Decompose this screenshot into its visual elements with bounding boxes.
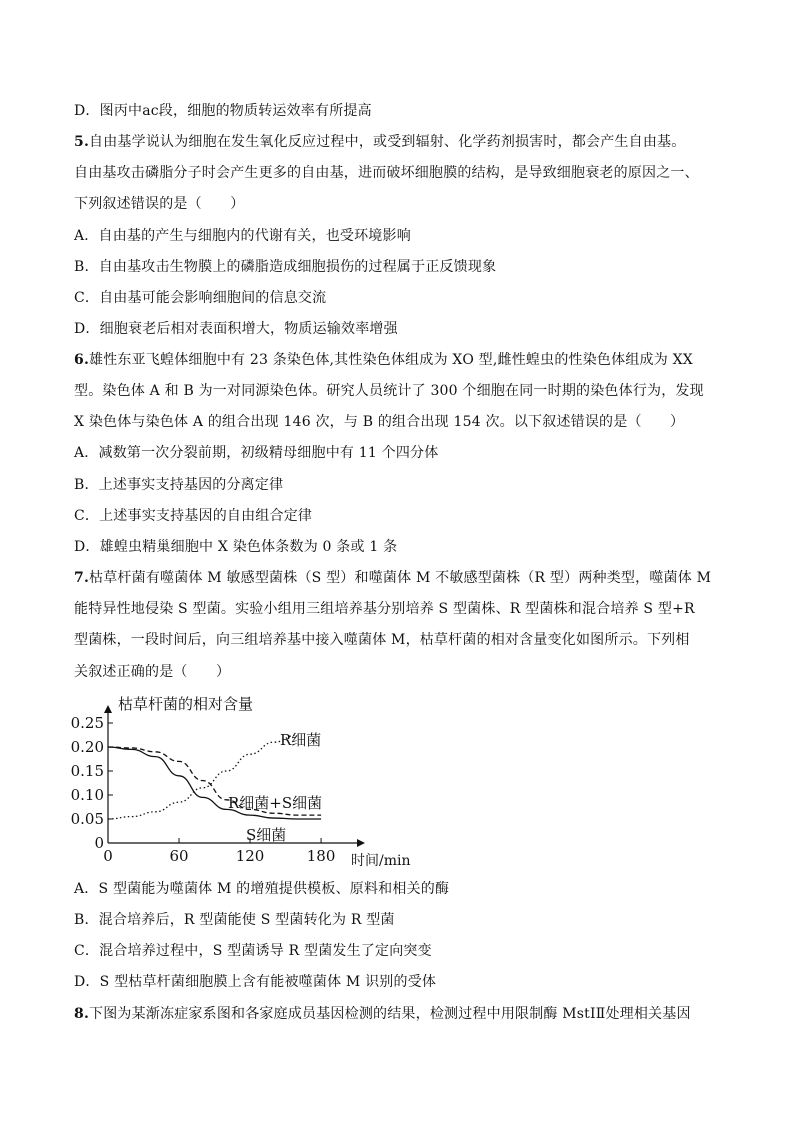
q7-stem-line-4: 关叙述正确的是（ ） (74, 664, 231, 680)
x-tick-label: 120 (235, 847, 265, 865)
q6-stem-line-2: 型。染色体 A 和 B 为一对同源染色体。研究人员统计了 300 个细胞在同一时期的染色体行为，发现 (74, 383, 704, 399)
y-tick-label: 0.15 (70, 762, 104, 780)
q5-stem-line-3: 下列叙述错误的是（ ） (74, 196, 245, 212)
q6-option-b: B．上述事实支持基因的分离定律 (74, 477, 284, 493)
q5-option-b: B．自由基攻击生物膜上的磷脂造成细胞损伤的过程属于正反馈现象 (74, 259, 497, 275)
y-tick-label: 0.05 (70, 810, 104, 828)
q6-stem-line-1: 6.雄性东亚飞蝗体细胞中有 23 条染色体,其性染色体组成为 XO 型,雌性蝗虫的性染色体组成为 XX (74, 352, 693, 368)
q5-option-c: C．自由基可能会影响细胞间的信息交流 (74, 290, 327, 306)
q5-stem-line-1: 5.自由基学说认为细胞在发生氧化反应过程中，或受到辐射、化学药剂损害时，都会产生自由基。 (74, 134, 686, 150)
q8-stem-line-1: 8.下图为某渐冻症家系图和各家庭成员基因检测的结果，检测过程中用限制酶 MstⅠⅡ处理相关基因 (74, 1006, 691, 1022)
q5-number: 5. (74, 134, 90, 150)
bacteria-content-chart (70, 692, 411, 872)
q4-option-d: D．图丙中ac段，细胞的物质转运效率有所提高 (74, 103, 372, 119)
q7-stem-line-3: 型菌株，一段时间后，向三组培养基中接入噬菌体 M，枯草杆菌的相对含量变化如图所示。下列相 (74, 632, 690, 648)
q5-option-d: D．细胞衰老后相对表面积增大，物质运输效率增强 (74, 321, 398, 337)
series-label: R细菌+S细菌 (228, 794, 323, 812)
x-axis-label: 时间/min (351, 853, 411, 869)
q7-option-d: D．S 型枯草杆菌细胞膜上含有能被噬菌体 M 识别的受体 (74, 974, 437, 990)
q6-stem-line-3: X 染色体与染色体 A 的组合出现 146 次，与 B 的组合出现 154 次。以下叙述错误的是（ ） (74, 414, 685, 430)
q7-stem-line-2: 能特异性地侵染 S 型菌。实验小组用三组培养基分别培养 S 型菌株、R 型菌株和混合培养 S 型+R (74, 601, 695, 617)
y-tick-label: 0.10 (70, 786, 104, 804)
series-label: S细菌 (246, 826, 287, 844)
q6-option-d: D．雄蝗虫精巢细胞中 X 染色体条数为 0 条或 1 条 (74, 539, 398, 555)
q8-number: 8. (74, 1006, 90, 1022)
x-tick-label: 180 (306, 847, 336, 865)
y-tick-label: 0 (94, 834, 104, 852)
q6-number: 6. (74, 352, 90, 368)
q7-number: 7. (74, 570, 90, 586)
series-label: R细菌 (280, 731, 322, 749)
y-axis-arrow (104, 705, 112, 713)
x-tick-label: 0 (103, 847, 113, 865)
y-tick-label: 0.25 (70, 714, 104, 732)
x-tick-label: 60 (169, 847, 189, 865)
q7-option-b: B．混合培养后，R 型菌能使 S 型菌转化为 R 型菌 (74, 912, 395, 928)
y-axis-label: 枯草杆菌的相对含量 (118, 695, 254, 713)
q6-option-c: C．上述事实支持基因的自由组合定律 (74, 508, 313, 524)
x-axis-arrow (357, 839, 365, 847)
q6-option-a: A．减数第一次分裂前期，初级精母细胞中有 11 个四分体 (74, 445, 439, 461)
q7-option-a: A．S 型菌能为噬菌体 M 的增殖提供模板、原料和相关的酶 (74, 881, 450, 897)
q5-option-a: A．自由基的产生与细胞内的代谢有关，也受环境影响 (74, 228, 411, 244)
q7-option-c: C．混合培养过程中，S 型菌诱导 R 型菌发生了定向突变 (74, 943, 432, 959)
y-tick-label: 0.20 (70, 738, 104, 756)
q5-stem-line-2: 自由基攻击磷脂分子时会产生更多的自由基，进而破坏细胞膜的结构，是导致细胞衰老的原因之一、 (74, 165, 699, 181)
q7-stem-line-1: 7.枯草杆菌有噬菌体 M 敏感型菌株（S 型）和噬菌体 M 不敏感型菌株（R 型）两种类型，噬菌体 M (74, 570, 712, 586)
